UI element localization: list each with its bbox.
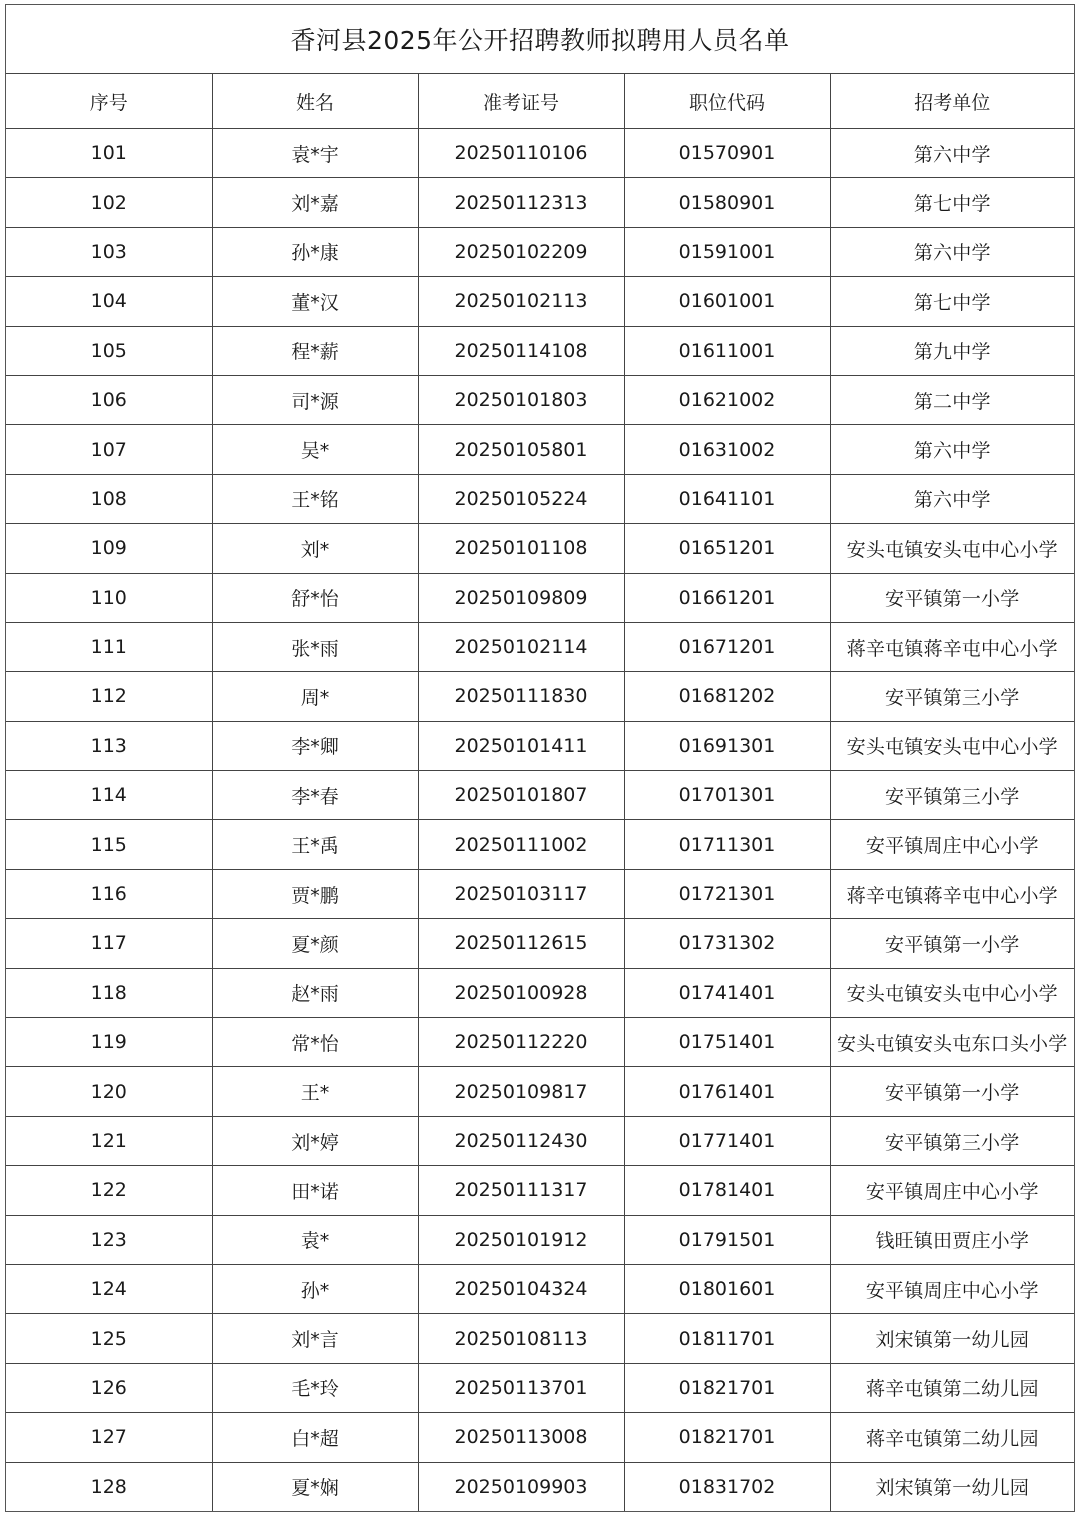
cell-position-code: 01771401	[624, 1116, 830, 1165]
cell-unit: 安平镇第三小学	[830, 672, 1074, 721]
cell-position-code: 01631002	[624, 425, 830, 474]
table-row	[6, 919, 1074, 968]
cell-unit: 安头屯镇安头屯中心小学	[830, 721, 1074, 770]
cell-seq: 107	[6, 425, 212, 474]
cell-position-code: 01751401	[624, 1018, 830, 1067]
cell-name: 袁*宇	[212, 129, 418, 178]
cell-name: 刘*嘉	[212, 178, 418, 227]
cell-position-code: 01781401	[624, 1166, 830, 1215]
cell-name: 夏*娴	[212, 1462, 418, 1511]
table-row	[6, 869, 1074, 918]
table-row	[6, 375, 1074, 424]
cell-name: 王*	[212, 1067, 418, 1116]
cell-position-code: 01731302	[624, 919, 830, 968]
cell-seq: 114	[6, 771, 212, 820]
cell-position-code: 01681202	[624, 672, 830, 721]
cell-name: 吴*	[212, 425, 418, 474]
cell-seq: 126	[6, 1363, 212, 1412]
cell-name: 孙*康	[212, 227, 418, 276]
table-row	[6, 771, 1074, 820]
cell-unit: 安头屯镇安头屯中心小学	[830, 524, 1074, 573]
column-header-position-code: 职位代码	[624, 74, 830, 129]
table-row	[6, 721, 1074, 770]
cell-unit: 安平镇第一小学	[830, 573, 1074, 622]
cell-unit: 蒋辛屯镇蒋辛屯中心小学	[830, 869, 1074, 918]
cell-position-code: 01801601	[624, 1264, 830, 1313]
cell-position-code: 01601001	[624, 277, 830, 326]
cell-exam-id: 20250113008	[418, 1413, 624, 1462]
cell-name: 李*卿	[212, 721, 418, 770]
cell-seq: 113	[6, 721, 212, 770]
cell-unit: 钱旺镇田贾庄小学	[830, 1215, 1074, 1264]
cell-exam-id: 20250109809	[418, 573, 624, 622]
table-row	[6, 1314, 1074, 1363]
cell-exam-id: 20250111830	[418, 672, 624, 721]
cell-name: 舒*怡	[212, 573, 418, 622]
cell-exam-id: 20250112430	[418, 1116, 624, 1165]
cell-seq: 106	[6, 375, 212, 424]
cell-unit: 第七中学	[830, 178, 1074, 227]
table-row	[6, 820, 1074, 869]
table-row	[6, 1363, 1074, 1412]
cell-position-code: 01761401	[624, 1067, 830, 1116]
cell-seq: 116	[6, 869, 212, 918]
cell-unit: 第六中学	[830, 425, 1074, 474]
cell-unit: 蒋辛屯镇第二幼儿园	[830, 1363, 1074, 1412]
cell-exam-id: 20250113701	[418, 1363, 624, 1412]
cell-unit: 安平镇第三小学	[830, 771, 1074, 820]
cell-unit: 安平镇第三小学	[830, 1116, 1074, 1165]
cell-unit: 第七中学	[830, 277, 1074, 326]
table-row	[6, 1462, 1074, 1511]
cell-unit: 蒋辛屯镇第二幼儿园	[830, 1413, 1074, 1462]
cell-position-code: 01621002	[624, 375, 830, 424]
cell-position-code: 01821701	[624, 1413, 830, 1462]
cell-seq: 101	[6, 129, 212, 178]
cell-exam-id: 20250101912	[418, 1215, 624, 1264]
table-row	[6, 178, 1074, 227]
cell-unit: 安头屯镇安头屯中心小学	[830, 968, 1074, 1017]
cell-seq: 105	[6, 326, 212, 375]
table-row	[6, 672, 1074, 721]
cell-unit: 第二中学	[830, 375, 1074, 424]
cell-seq: 102	[6, 178, 212, 227]
cell-unit: 安平镇周庄中心小学	[830, 1166, 1074, 1215]
cell-position-code: 01591001	[624, 227, 830, 276]
cell-exam-id: 20250112615	[418, 919, 624, 968]
cell-seq: 115	[6, 820, 212, 869]
cell-exam-id: 20250109903	[418, 1462, 624, 1511]
table-row	[6, 968, 1074, 1017]
cell-position-code: 01831702	[624, 1462, 830, 1511]
cell-name: 周*	[212, 672, 418, 721]
table-row	[6, 474, 1074, 523]
candidate-table	[6, 74, 1074, 1511]
cell-exam-id: 20250114108	[418, 326, 624, 375]
cell-seq: 103	[6, 227, 212, 276]
cell-seq: 127	[6, 1413, 212, 1462]
cell-position-code: 01611001	[624, 326, 830, 375]
cell-position-code: 01671201	[624, 622, 830, 671]
table-row	[6, 1116, 1074, 1165]
table-row	[6, 129, 1074, 178]
cell-seq: 128	[6, 1462, 212, 1511]
cell-name: 田*诺	[212, 1166, 418, 1215]
table-header-row	[6, 74, 1074, 129]
cell-seq: 124	[6, 1264, 212, 1313]
cell-position-code: 01741401	[624, 968, 830, 1017]
cell-exam-id: 20250111002	[418, 820, 624, 869]
cell-name: 袁*	[212, 1215, 418, 1264]
cell-seq: 120	[6, 1067, 212, 1116]
cell-exam-id: 20250100928	[418, 968, 624, 1017]
cell-exam-id: 20250101411	[418, 721, 624, 770]
cell-position-code: 01701301	[624, 771, 830, 820]
cell-name: 白*超	[212, 1413, 418, 1462]
table-row	[6, 1018, 1074, 1067]
table-row	[6, 573, 1074, 622]
cell-exam-id: 20250104324	[418, 1264, 624, 1313]
cell-exam-id: 20250108113	[418, 1314, 624, 1363]
cell-position-code: 01570901	[624, 129, 830, 178]
table-row	[6, 1215, 1074, 1264]
cell-unit: 第六中学	[830, 474, 1074, 523]
cell-seq: 109	[6, 524, 212, 573]
table-row	[6, 1264, 1074, 1313]
cell-name: 贾*鹏	[212, 869, 418, 918]
cell-exam-id: 20250102113	[418, 277, 624, 326]
table-row	[6, 425, 1074, 474]
cell-unit: 安平镇周庄中心小学	[830, 1264, 1074, 1313]
column-header-name: 姓名	[212, 74, 418, 129]
cell-exam-id: 20250102209	[418, 227, 624, 276]
cell-name: 张*雨	[212, 622, 418, 671]
table-row	[6, 277, 1074, 326]
cell-seq: 125	[6, 1314, 212, 1363]
cell-exam-id: 20250101108	[418, 524, 624, 573]
cell-seq: 122	[6, 1166, 212, 1215]
table-row	[6, 524, 1074, 573]
column-header-seq: 序号	[6, 74, 212, 129]
cell-name: 刘*婷	[212, 1116, 418, 1165]
cell-seq: 112	[6, 672, 212, 721]
cell-position-code: 01791501	[624, 1215, 830, 1264]
cell-exam-id: 20250101807	[418, 771, 624, 820]
cell-name: 常*怡	[212, 1018, 418, 1067]
cell-name: 夏*颜	[212, 919, 418, 968]
cell-name: 孙*	[212, 1264, 418, 1313]
cell-unit: 安平镇第一小学	[830, 1067, 1074, 1116]
cell-position-code: 01580901	[624, 178, 830, 227]
recruitment-list-sheet	[5, 4, 1075, 1512]
cell-seq: 104	[6, 277, 212, 326]
cell-unit: 第六中学	[830, 227, 1074, 276]
cell-seq: 108	[6, 474, 212, 523]
cell-exam-id: 20250109817	[418, 1067, 624, 1116]
column-header-exam-id: 准考证号	[418, 74, 624, 129]
table-row	[6, 1067, 1074, 1116]
cell-position-code: 01721301	[624, 869, 830, 918]
page-title: 香河县2025年公开招聘教师拟聘用人员名单	[6, 5, 1074, 74]
cell-name: 刘*言	[212, 1314, 418, 1363]
cell-exam-id: 20250103117	[418, 869, 624, 918]
cell-name: 董*汉	[212, 277, 418, 326]
cell-unit: 安平镇周庄中心小学	[830, 820, 1074, 869]
cell-position-code: 01641101	[624, 474, 830, 523]
cell-seq: 111	[6, 622, 212, 671]
cell-position-code: 01711301	[624, 820, 830, 869]
cell-position-code: 01651201	[624, 524, 830, 573]
cell-exam-id: 20250111317	[418, 1166, 624, 1215]
cell-position-code: 01661201	[624, 573, 830, 622]
cell-seq: 121	[6, 1116, 212, 1165]
cell-exam-id: 20250102114	[418, 622, 624, 671]
column-header-unit: 招考单位	[830, 74, 1074, 129]
table-row	[6, 1413, 1074, 1462]
cell-unit: 安头屯镇安头屯东口头小学	[830, 1018, 1074, 1067]
cell-position-code: 01691301	[624, 721, 830, 770]
cell-unit: 刘宋镇第一幼儿园	[875, 1477, 1030, 1500]
cell-unit: 蒋辛屯镇蒋辛屯中心小学	[830, 622, 1074, 671]
cell-name: 王*铭	[212, 474, 418, 523]
cell-unit: 刘宋镇第一幼儿园	[830, 1314, 1074, 1363]
cell-name: 程*薪	[212, 326, 418, 375]
cell-exam-id: 20250112220	[418, 1018, 624, 1067]
cell-unit: 第九中学	[830, 326, 1074, 375]
cell-unit: 安平镇第一小学	[830, 919, 1074, 968]
cell-position-code: 01811701	[624, 1314, 830, 1363]
cell-name: 李*春	[212, 771, 418, 820]
cell-seq: 118	[6, 968, 212, 1017]
cell-exam-id: 20250112313	[418, 178, 624, 227]
cell-exam-id: 20250105224	[418, 474, 624, 523]
table-row	[6, 227, 1074, 276]
table-row	[6, 326, 1074, 375]
cell-position-code: 01821701	[624, 1363, 830, 1412]
cell-exam-id: 20250110106	[418, 129, 624, 178]
cell-name: 司*源	[212, 375, 418, 424]
table-row	[6, 622, 1074, 671]
cell-exam-id: 20250101803	[418, 375, 624, 424]
cell-unit: 第六中学	[830, 129, 1074, 178]
cell-name: 赵*雨	[212, 968, 418, 1017]
table-row	[6, 1166, 1074, 1215]
cell-name: 王*禹	[212, 820, 418, 869]
cell-name: 毛*玲	[212, 1363, 418, 1412]
cell-seq: 119	[6, 1018, 212, 1067]
cell-seq: 123	[6, 1215, 212, 1264]
cell-seq: 117	[6, 919, 212, 968]
table-body	[6, 129, 1074, 1511]
cell-seq: 110	[6, 573, 212, 622]
cell-exam-id: 20250105801	[418, 425, 624, 474]
cell-name: 刘*	[212, 524, 418, 573]
